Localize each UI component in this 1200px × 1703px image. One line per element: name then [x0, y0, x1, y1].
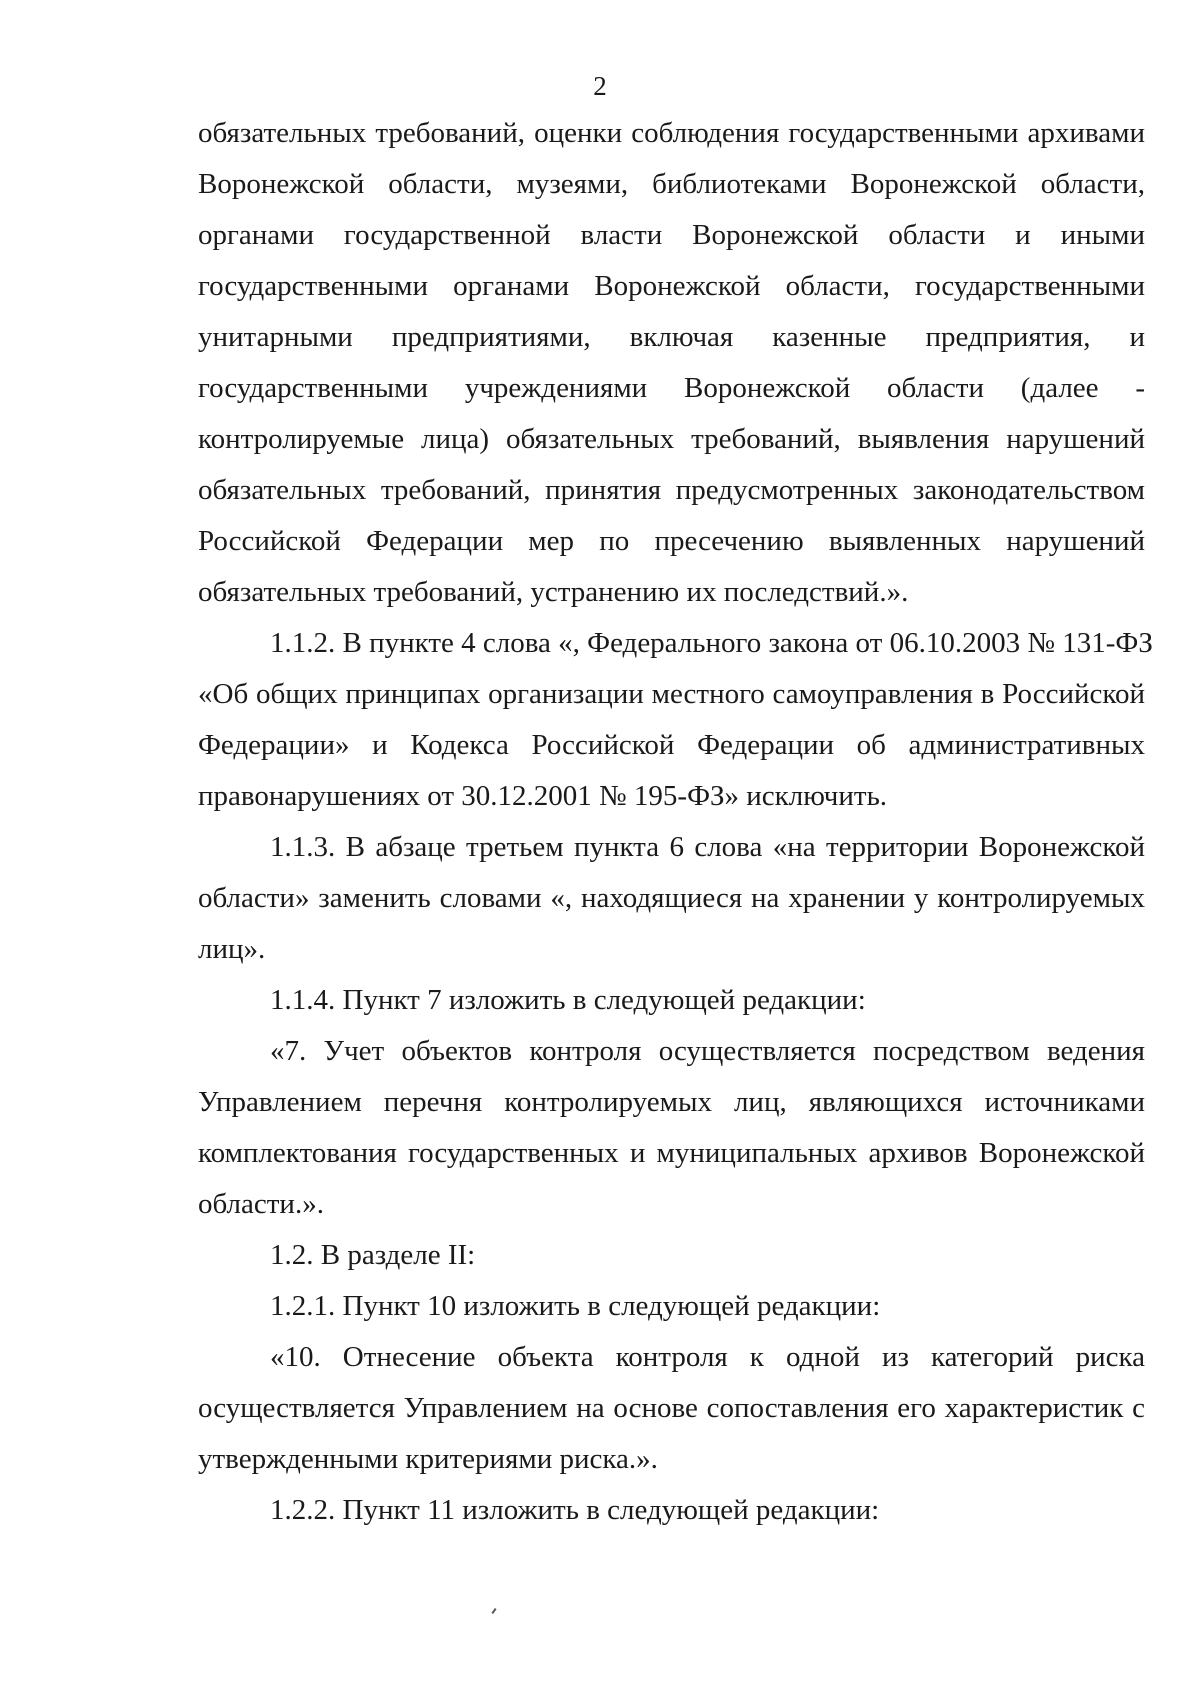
document-body — [198, 108, 1153, 1536]
text-line: 1.1.2. В пункте 4 слова «, Федерального закона от 06.10.2003 № 131-ФЗ — [270, 627, 1153, 659]
text-line: государственными органами Воронежской области, государственными — [198, 270, 1145, 302]
paragraph — [198, 108, 1145, 618]
text-line: правонарушениях от 30.12.2001 № 195-ФЗ» исключить. — [198, 780, 888, 812]
text-line: государственными учреждениями Воронежской области (далее - — [198, 372, 1145, 404]
text-line: органами государственной власти Воронежской области и иными — [198, 219, 1145, 251]
text-line: унитарными предприятиями, включая казенные предприятия, и — [198, 321, 1145, 353]
text-line: «10. Отнесение объекта контроля к одной из категорий риска — [270, 1341, 1145, 1373]
paragraph — [198, 975, 1145, 1026]
paragraph — [198, 1332, 1145, 1485]
text-line: обязательных требований, принятия предусмотренных законодательством — [198, 474, 1145, 506]
text-line: 1.2.1. Пункт 10 изложить в следующей редакции: — [270, 1290, 881, 1322]
text-line: области.». — [198, 1188, 324, 1220]
text-line: Управлением перечня контролируемых лиц, являющихся источниками — [198, 1086, 1145, 1118]
text-line: 1.1.4. Пункт 7 изложить в следующей редакции: — [270, 984, 866, 1016]
text-line: осуществляется Управлением на основе сопоставления его характеристик с — [198, 1392, 1145, 1424]
text-line: 1.2. В разделе II: — [270, 1239, 476, 1271]
text-line: комплектования государственных и муниципальных архивов Воронежской — [198, 1137, 1145, 1169]
text-line: Воронежской области, музеями, библиотеками Воронежской области, — [198, 168, 1145, 200]
paragraph — [198, 1230, 1145, 1281]
text-line: 1.1.3. В абзаце третьем пункта 6 слова «на территории Воронежской — [270, 831, 1145, 863]
paragraph — [198, 618, 1153, 822]
text-line: Федерации» и Кодекса Российской Федерации об административных — [198, 729, 1145, 761]
page-number: 2 — [593, 71, 607, 101]
paragraph — [198, 822, 1145, 975]
paragraph — [198, 1026, 1145, 1230]
text-line: Российской Федерации мер по пресечению выявленных нарушений — [198, 525, 1145, 557]
text-line: «7. Учет объектов контроля осуществляется посредством ведения — [270, 1035, 1145, 1067]
paragraph — [198, 1281, 1145, 1332]
text-line: «Об общих принципах организации местного самоуправления в Российской — [198, 678, 1145, 710]
text-line: контролируемые лица) обязательных требований, выявления нарушений — [198, 423, 1145, 455]
stray-pen-mark — [491, 1608, 496, 1614]
text-line: утвержденными критериями риска.». — [198, 1443, 658, 1475]
text-line: обязательных требований, устранению их последствий.». — [198, 576, 909, 608]
text-line: лиц». — [198, 933, 266, 965]
paragraph — [198, 1485, 1145, 1536]
text-line: обязательных требований, оценки соблюдения государственными архивами — [198, 117, 1145, 149]
text-line: области» заменить словами «, находящиеся на хранении у контролируемых — [198, 882, 1145, 914]
text-line: 1.2.2. Пункт 11 изложить в следующей редакции: — [270, 1494, 880, 1526]
